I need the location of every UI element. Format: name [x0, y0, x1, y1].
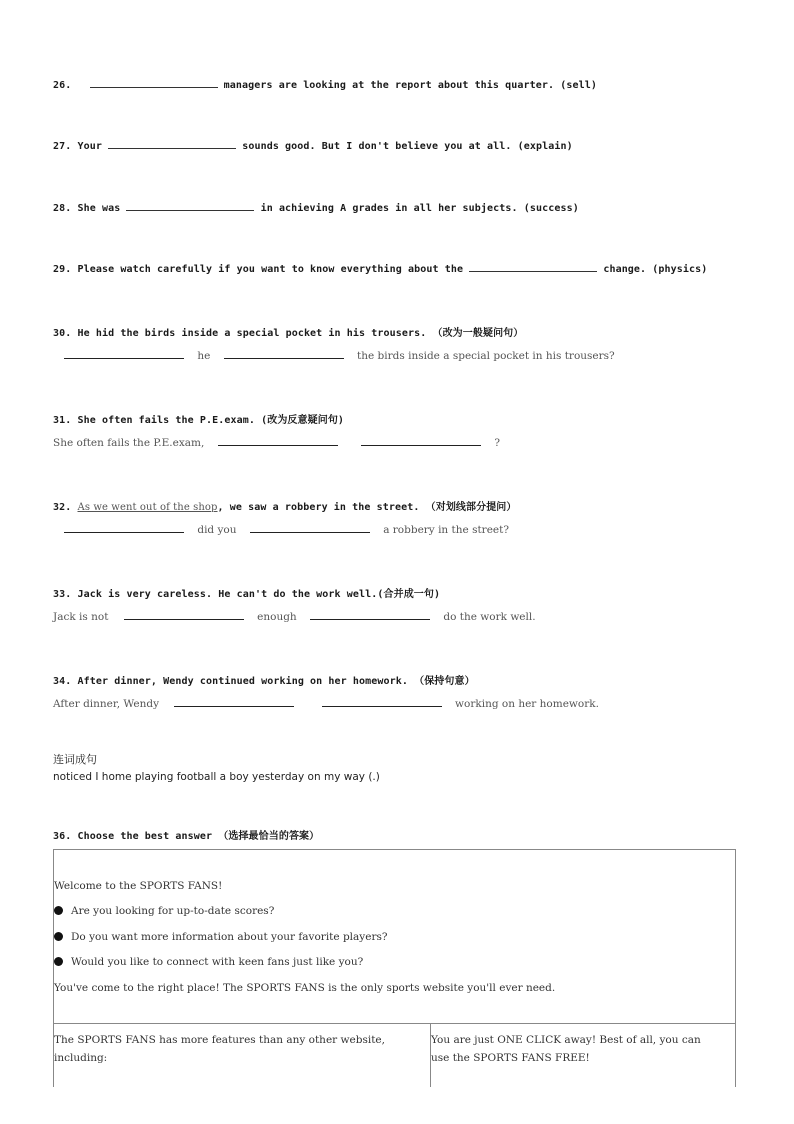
question-text: 29. Please watch carefully if you want to know everything about the	[53, 264, 464, 275]
answer-blank[interactable]	[64, 523, 184, 533]
answer-text: Jack is not	[53, 611, 109, 623]
answer-text: a robbery in the street?	[383, 524, 509, 536]
question-text: managers are looking at the report about this quarter. (sell)	[223, 80, 597, 91]
bullet-item: Are you looking for up-to-date scores?	[54, 905, 274, 917]
bullet-item: Do you want more information about your favorite players?	[54, 931, 387, 943]
question-32	[53, 498, 517, 513]
answer-text: She often fails the P.E.exam,	[53, 437, 205, 449]
answer-blank[interactable]	[90, 78, 218, 88]
bullet-item: Would you like to connect with keen fans just like you?	[54, 956, 363, 968]
answer-blank[interactable]	[126, 201, 254, 211]
question-text: in achieving A grades in all her subjects. (success)	[260, 203, 579, 214]
answer-blank[interactable]	[469, 262, 597, 272]
answer-blank[interactable]	[224, 349, 344, 359]
section-label: 连词成句	[53, 753, 97, 766]
answer-text: did you	[197, 524, 237, 536]
passage-heading: Welcome to the SPORTS FANS!	[54, 880, 223, 892]
answer-text: the birds inside a special pocket in his trousers?	[357, 350, 615, 362]
answer-text: he	[197, 350, 211, 362]
answer-blank[interactable]	[124, 610, 244, 620]
answer-blank[interactable]	[174, 697, 294, 707]
bullet-dot-icon	[54, 957, 63, 966]
answer-text: do the work well.	[443, 611, 536, 623]
answer-blank[interactable]	[218, 436, 338, 446]
bullet-dot-icon	[54, 906, 63, 915]
passage-closing: You've come to the right place! The SPORTS FANS is the only sports website you'll ever need.	[54, 982, 556, 994]
answer-line-34	[53, 697, 599, 710]
question-30: 30. He hid the birds inside a special pocket in his trousers. （改为一般疑问句）	[53, 328, 524, 339]
question-text: , we saw a robbery in the street. （对划线部分提问）	[217, 502, 517, 513]
question-text: 28. She was	[53, 203, 121, 214]
question-29	[53, 262, 707, 275]
answer-text: ?	[494, 437, 501, 449]
reading-passage-box	[53, 849, 736, 1087]
question-text: change. (physics)	[603, 264, 708, 275]
answer-line-32	[64, 523, 509, 536]
question-34: 34. After dinner, Wendy continued working on her homework. （保持句意）	[53, 676, 475, 687]
question-27	[53, 139, 573, 152]
answer-text: working on her homework.	[455, 698, 599, 710]
question-number: 26.	[53, 80, 72, 91]
underlined-phrase: As we went out of the shop	[77, 502, 218, 513]
answer-blank[interactable]	[322, 697, 442, 707]
question-26	[53, 78, 597, 91]
answer-blank[interactable]	[250, 523, 370, 533]
question-33: 33. Jack is very careless. He can't do the work well.(合并成一句)	[53, 589, 441, 600]
table-divider	[54, 1023, 735, 1024]
left-cell: The SPORTS FANS has more features than any other website, including:	[54, 1034, 385, 1064]
answer-blank[interactable]	[310, 610, 430, 620]
question-text: sounds good. But I don't believe you at all. (explain)	[242, 141, 573, 152]
answer-line-30	[64, 349, 615, 362]
right-cell: You are just ONE CLICK away! Best of all, you can use the SPORTS FANS FREE!	[431, 1034, 701, 1064]
question-text: 27. Your	[53, 141, 102, 152]
answer-text: enough	[257, 611, 297, 623]
question-28	[53, 201, 579, 214]
answer-line-31	[53, 436, 500, 449]
question-31: 31. She often fails the P.E.exam. (改为反意疑问句)	[53, 415, 345, 426]
answer-blank[interactable]	[108, 139, 236, 149]
scrambled-words: noticed I home playing football a boy yesterday on my way (.)	[53, 771, 380, 783]
answer-line-33	[53, 610, 536, 623]
answer-blank[interactable]	[361, 436, 481, 446]
answer-blank[interactable]	[64, 349, 184, 359]
question-number: 32.	[53, 502, 72, 513]
bullet-dot-icon	[54, 932, 63, 941]
answer-text: After dinner, Wendy	[53, 698, 159, 710]
question-36: 36. Choose the best answer （选择最恰当的答案）	[53, 831, 320, 842]
